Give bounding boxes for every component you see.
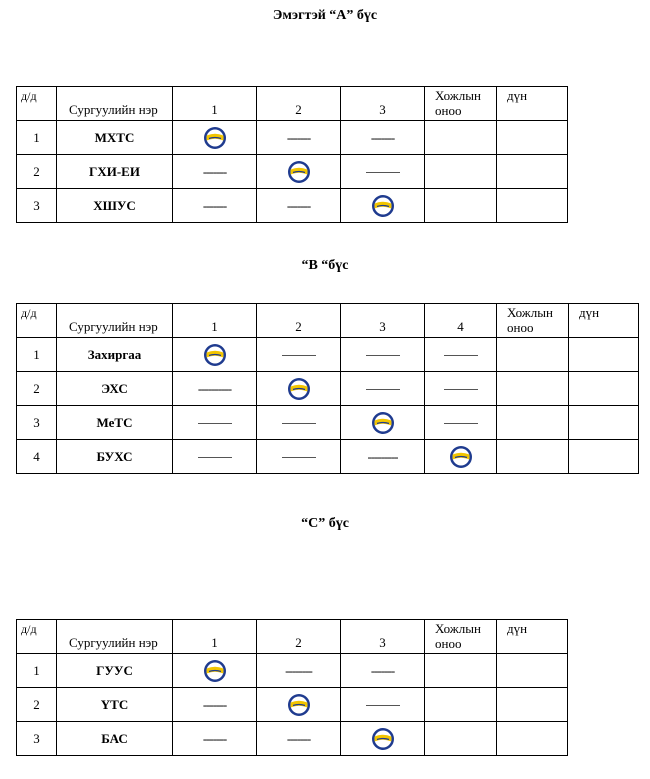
table-cell xyxy=(173,440,257,474)
group-c-table xyxy=(16,619,568,756)
table-cell: 1 xyxy=(17,338,57,372)
school-name: ХШУС xyxy=(57,189,173,223)
table-row xyxy=(17,722,568,756)
table-cell xyxy=(341,121,425,155)
table-cell xyxy=(569,338,639,372)
table-cell xyxy=(497,155,568,189)
table-cell xyxy=(173,338,257,372)
table-cell: 3 xyxy=(17,189,57,223)
dash-line xyxy=(444,423,478,424)
table-cell xyxy=(257,406,341,440)
volleyball-icon xyxy=(449,445,473,469)
dash-line xyxy=(198,457,232,458)
table-row xyxy=(17,440,639,474)
hd-col-2: 2 xyxy=(257,87,341,121)
dash-line xyxy=(198,423,232,424)
table-cell xyxy=(257,372,341,406)
table-cell xyxy=(497,338,569,372)
table-cell xyxy=(425,688,497,722)
volleyball-icon xyxy=(203,659,227,683)
dash-line xyxy=(366,355,400,356)
table-cell xyxy=(569,440,639,474)
volleyball-icon xyxy=(287,377,311,401)
table-cell xyxy=(497,372,569,406)
table-cell xyxy=(257,155,341,189)
table-cell: 2 xyxy=(17,155,57,189)
dash-text: -------- xyxy=(285,662,312,678)
table-cell xyxy=(341,406,425,440)
table-cell: 1 xyxy=(17,121,57,155)
group-a-table xyxy=(16,86,568,223)
table-cell xyxy=(257,688,341,722)
school-name: МеТС xyxy=(57,406,173,440)
table-cell xyxy=(173,155,257,189)
table-cell xyxy=(497,406,569,440)
hd-school: Сургуулийн нэр xyxy=(57,620,173,654)
table-row xyxy=(17,406,639,440)
dash-text: ------- xyxy=(202,197,227,213)
school-name: БУХС xyxy=(57,440,173,474)
hd-col-1: 1 xyxy=(173,620,257,654)
hd-col-2: 2 xyxy=(257,620,341,654)
dash-line xyxy=(282,355,316,356)
table-cell xyxy=(425,722,497,756)
table-cell xyxy=(173,121,257,155)
table-cell: 3 xyxy=(17,722,57,756)
hd-school: Сургуулийн нэр xyxy=(57,304,173,338)
dash-text: ------- xyxy=(202,730,227,746)
table-cell xyxy=(341,338,425,372)
table-cell xyxy=(257,121,341,155)
hd-col-3: 3 xyxy=(341,87,425,121)
table-cell xyxy=(425,440,497,474)
table-cell: 3 xyxy=(17,406,57,440)
school-name: ГХИ-ЕИ xyxy=(57,155,173,189)
school-name: БАС xyxy=(57,722,173,756)
hd-points: Хожлын оноо xyxy=(497,304,569,338)
dash-text: --------- xyxy=(367,448,398,464)
hd-school: Сургуулийн нэр xyxy=(57,87,173,121)
table-cell xyxy=(425,372,497,406)
table-cell xyxy=(497,654,568,688)
hd-total: дүн xyxy=(497,87,568,121)
table-cell xyxy=(497,189,568,223)
dash-line xyxy=(366,389,400,390)
table-cell xyxy=(257,654,341,688)
table-row xyxy=(17,688,568,722)
dash-line xyxy=(444,389,478,390)
hd-num: д/д xyxy=(17,304,57,338)
table-row xyxy=(17,155,568,189)
hd-col-4: 4 xyxy=(425,304,497,338)
school-name: ҮТС xyxy=(57,688,173,722)
table-cell xyxy=(173,688,257,722)
group-c-title: “С” бүс xyxy=(301,516,349,531)
school-name: МХТС xyxy=(57,121,173,155)
table-cell: 2 xyxy=(17,688,57,722)
table-cell xyxy=(425,338,497,372)
table-cell xyxy=(341,440,425,474)
dash-text: ------- xyxy=(286,730,311,746)
volleyball-icon xyxy=(371,727,395,751)
hd-num: д/д xyxy=(17,87,57,121)
hd-num: д/д xyxy=(17,620,57,654)
group-b-title: “В “бүс xyxy=(301,258,349,273)
table-header xyxy=(17,620,568,654)
table-cell xyxy=(569,406,639,440)
volleyball-icon xyxy=(203,126,227,150)
table-cell xyxy=(569,372,639,406)
dash-line xyxy=(282,423,316,424)
table-cell xyxy=(173,372,257,406)
table-row xyxy=(17,121,568,155)
table-row xyxy=(17,189,568,223)
table-cell: 1 xyxy=(17,654,57,688)
table-row xyxy=(17,654,568,688)
dash-text: ------- xyxy=(286,129,311,145)
group-a-title: Эмэгтэй “А” бүс xyxy=(272,8,378,23)
dash-text: ---------- xyxy=(197,380,232,396)
table-cell xyxy=(425,406,497,440)
table-header xyxy=(17,87,568,121)
table-cell xyxy=(173,654,257,688)
table-row xyxy=(17,338,639,372)
table-cell xyxy=(341,688,425,722)
table-header xyxy=(17,304,639,338)
table-cell xyxy=(257,338,341,372)
table-cell xyxy=(341,189,425,223)
table-cell xyxy=(425,189,497,223)
table-cell xyxy=(497,121,568,155)
table-cell xyxy=(341,372,425,406)
table-cell xyxy=(497,722,568,756)
table-cell xyxy=(173,722,257,756)
hd-col-3: 3 xyxy=(341,304,425,338)
table-cell xyxy=(497,440,569,474)
table-cell xyxy=(425,121,497,155)
dash-line xyxy=(444,355,478,356)
dash-text: ------- xyxy=(370,662,395,678)
hd-total: дүн xyxy=(497,620,568,654)
hd-points: Хожлын оноо xyxy=(425,87,497,121)
table-cell xyxy=(257,189,341,223)
table-cell xyxy=(341,654,425,688)
table-cell xyxy=(173,189,257,223)
dash-text: ------- xyxy=(202,163,227,179)
dash-text: ------- xyxy=(202,696,227,712)
table-cell: 2 xyxy=(17,372,57,406)
hd-col-3: 3 xyxy=(341,620,425,654)
dash-text: ------- xyxy=(286,197,311,213)
hd-total: дүн xyxy=(569,304,639,338)
dash-line xyxy=(282,457,316,458)
hd-col-1: 1 xyxy=(173,304,257,338)
dash-text: ------- xyxy=(370,129,395,145)
table-cell xyxy=(257,440,341,474)
table-cell xyxy=(341,155,425,189)
dash-line xyxy=(366,172,400,173)
table-cell xyxy=(173,406,257,440)
table-cell: 4 xyxy=(17,440,57,474)
hd-col-2: 2 xyxy=(257,304,341,338)
school-name: ГУУС xyxy=(57,654,173,688)
volleyball-icon xyxy=(287,693,311,717)
hd-col-1: 1 xyxy=(173,87,257,121)
hd-points: Хожлын оноо xyxy=(425,620,497,654)
table-cell xyxy=(425,654,497,688)
school-name: ЭХС xyxy=(57,372,173,406)
school-name: Захиргаа xyxy=(57,338,173,372)
group-b-table xyxy=(16,303,639,474)
table-cell xyxy=(497,688,568,722)
volleyball-icon xyxy=(371,411,395,435)
table-cell xyxy=(257,722,341,756)
table-cell xyxy=(425,155,497,189)
volleyball-icon xyxy=(203,343,227,367)
table-cell xyxy=(341,722,425,756)
volleyball-icon xyxy=(287,160,311,184)
volleyball-icon xyxy=(371,194,395,218)
dash-line xyxy=(366,705,400,706)
table-row xyxy=(17,372,639,406)
